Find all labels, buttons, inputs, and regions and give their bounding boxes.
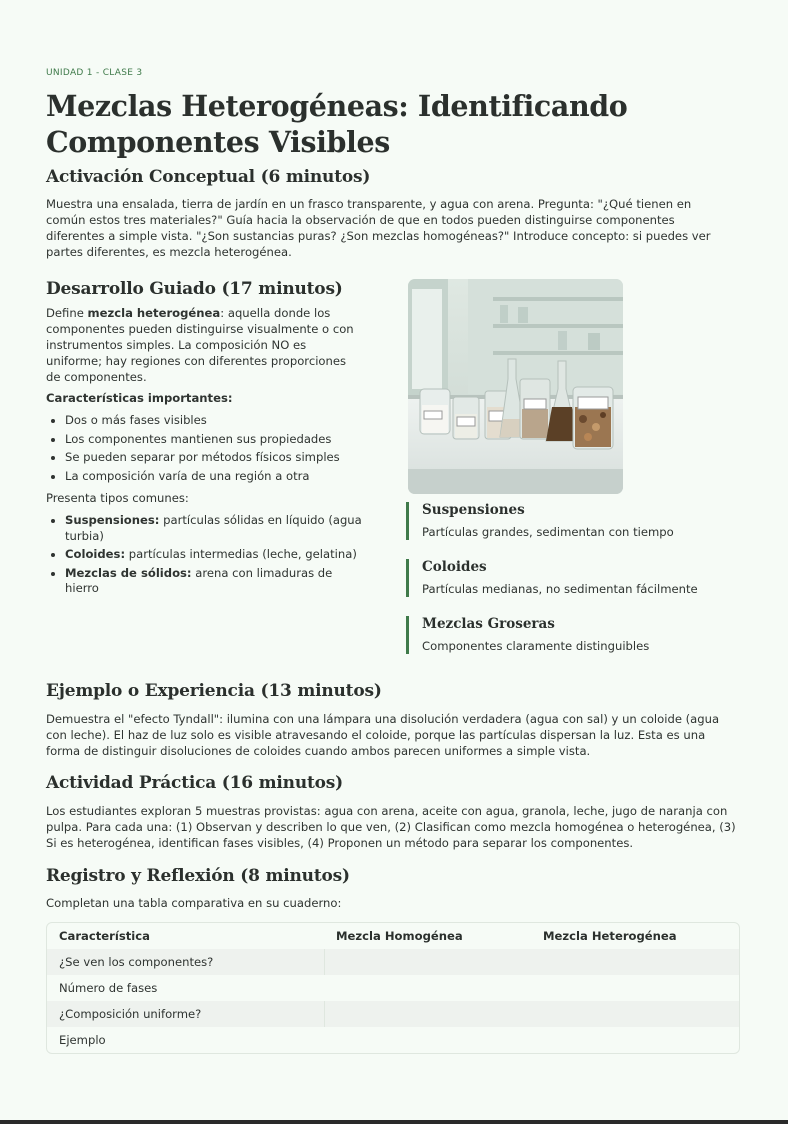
table-cell xyxy=(324,949,531,975)
table-cell: ¿Se ven los componentes? xyxy=(47,949,324,975)
card-text: Partículas grandes, sedimentan con tiempo xyxy=(422,525,674,539)
caracteristicas-list xyxy=(46,413,385,487)
table-cell xyxy=(324,1027,531,1053)
table-cell xyxy=(531,949,739,975)
card-text: Componentes claramente distinguibles xyxy=(422,639,650,653)
comparison-table xyxy=(46,922,740,1054)
bottom-bar xyxy=(0,1120,788,1124)
list-item: • La composición varía de una región a otra xyxy=(65,469,385,485)
list-item xyxy=(65,566,365,597)
list-item: • Los componentes mantienen sus propiedades xyxy=(65,432,385,448)
ejemplo-text: Demuestra el "efecto Tyndall": ilumina con una lámpara una disolución verdadera (agua con sal) y un coloide (agua con leche). El haz de luz solo es visible atravesando el coloide, porque las partículas dispersan la luz. Esta es una forma de distinguir disoluciones de coloides cuando ambos parecen uniformes a simple vista. xyxy=(46,712,720,758)
definicion-text xyxy=(46,305,364,385)
table-cell: Ejemplo xyxy=(59,1033,106,1047)
list-item: • Dos o más fases visibles xyxy=(65,413,385,429)
list-item: • Se pueden separar por métodos físicos simples xyxy=(65,450,385,466)
card-suspensiones xyxy=(406,502,752,540)
list-item xyxy=(65,547,365,563)
caracteristicas-heading: Características importantes: xyxy=(46,391,233,405)
registro-heading: Registro y Reflexión (8 minutos) xyxy=(46,866,350,886)
tipo-desc: partículas sólidas en líquido (agua turbia) xyxy=(65,513,362,543)
definicion-rest: : aquella donde los componentes pueden distinguirse visualmente o con instrumentos simples. La composición NO es uniforme; hay regiones con diferentes proporciones de componentes. xyxy=(46,306,354,384)
table-cell xyxy=(324,1001,531,1027)
definicion-prefix: Define xyxy=(46,306,88,320)
tipo-term: Coloides: xyxy=(65,547,126,561)
actividad-text: Los estudiantes exploran 5 muestras provistas: agua con arena, aceite con agua, granola, leche, jugo de naranja con pulpa. Para cada una: (1) Observan y describen lo que ven, (2) Clasifican como mezcla homogénea o heterogénea, (3) Si es heterogénea, identifican fases visibles, (4) Proponen un método para separar los componentes. xyxy=(46,804,736,850)
tipos-list xyxy=(46,513,365,600)
column-header: Mezcla Heterogénea xyxy=(543,929,677,943)
list-item xyxy=(65,513,365,544)
card-coloides xyxy=(406,559,752,597)
tipo-term: Suspensiones: xyxy=(65,513,160,527)
tipo-term: Mezclas de sólidos: xyxy=(65,565,192,580)
page-title: Mezclas Heterogéneas: Identificando Componentes Visibles xyxy=(46,89,628,159)
actividad-heading: Actividad Práctica (16 minutos) xyxy=(46,773,343,793)
column-header: Mezcla Homogénea xyxy=(336,929,463,943)
table-header-row xyxy=(47,923,739,949)
table-cell: Número de fases xyxy=(59,981,158,995)
table-cell xyxy=(324,975,531,1001)
column-header: Característica xyxy=(59,929,150,943)
activacion-text: Muestra una ensalada, tierra de jardín en un frasco transparente, y agua con arena. Pregunta: "¿Qué tienen en común estos tres materiales?" Guía hacia la observación de que en todos pueden distinguirse componentes diferentes a simple vista. "¿Son sustancias puras? ¿Son mezclas homogéneas?" Introduce concepto: si puedes ver partes diferentes, es mezcla heterogénea. xyxy=(46,197,711,259)
definicion-term: mezcla heterogénea xyxy=(87,306,221,320)
card-mezclas-groseras xyxy=(406,616,752,654)
card-title: Coloides xyxy=(422,559,487,575)
unit-label: UNIDAD 1 - CLASE 3 xyxy=(46,68,143,78)
table-cell xyxy=(531,975,739,1001)
card-title: Suspensiones xyxy=(422,502,525,518)
table-row xyxy=(47,1027,739,1053)
tipo-desc: arena con limaduras de hierro xyxy=(65,565,333,595)
table-cell xyxy=(531,1027,739,1053)
registro-intro: Completan una tabla comparativa en su cuaderno: xyxy=(46,896,342,910)
tipo-desc: partículas intermedias (leche, gelatina) xyxy=(125,547,357,561)
table-cell xyxy=(531,1001,739,1027)
card-title: Mezclas Groseras xyxy=(422,616,555,632)
tipos-intro: Presenta tipos comunes: xyxy=(46,491,189,505)
ejemplo-heading: Ejemplo o Experiencia (13 minutos) xyxy=(46,681,382,701)
table-row xyxy=(47,949,739,975)
table-cell: ¿Composición uniforme? xyxy=(47,1001,324,1027)
card-text: Partículas medianas, no sedimentan fácilmente xyxy=(422,582,698,596)
table-row xyxy=(47,975,739,1001)
lab-mixtures-photo xyxy=(408,279,623,494)
table-row xyxy=(47,1001,739,1027)
activacion-heading: Activación Conceptual (6 minutos) xyxy=(46,167,371,187)
desarrollo-heading: Desarrollo Guiado (17 minutos) xyxy=(46,279,343,299)
